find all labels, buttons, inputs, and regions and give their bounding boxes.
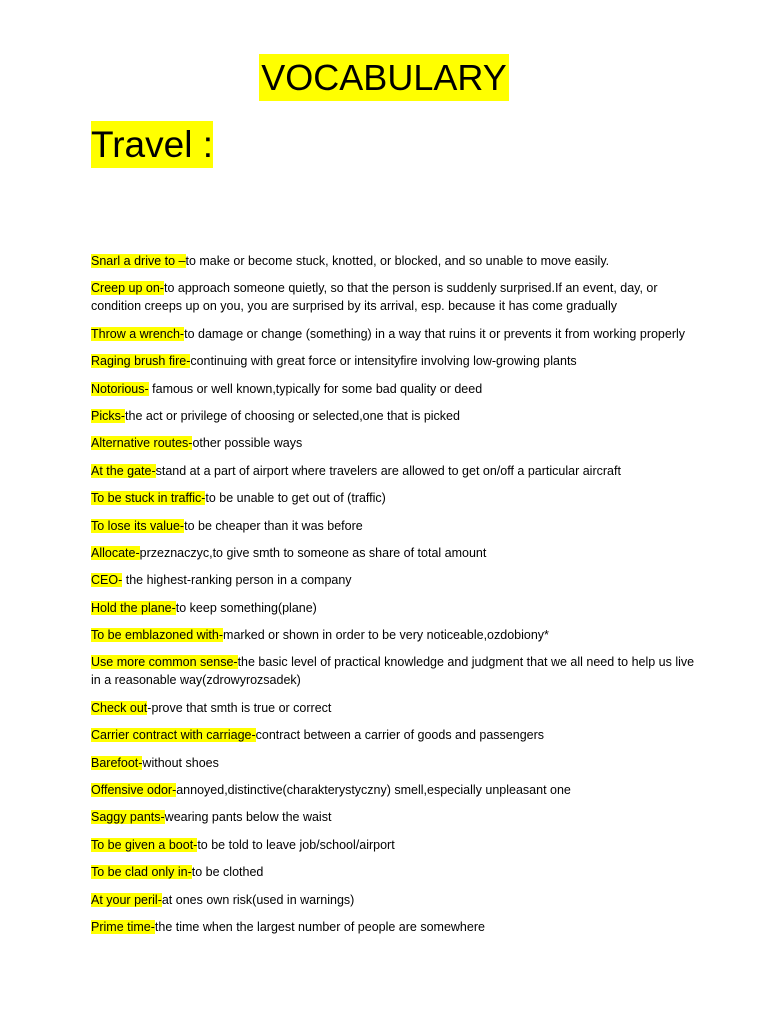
vocabulary-entry: [91, 517, 703, 535]
entry-definition: przeznaczyc,to give smth to someone as share of total amount: [139, 545, 487, 560]
entry-definition: to be unable to get out of (traffic): [205, 491, 386, 506]
vocabulary-entry: [91, 571, 703, 589]
entry-term: Barefoot-: [91, 755, 143, 770]
vocabulary-entry: [91, 754, 703, 772]
entry-definition: the time when the largest number of people are somewhere: [154, 919, 485, 934]
entry-definition: the basic level of practical knowledge and judgment that we all need to help us live in a reasonable way(zdrowyrozsadek): [91, 655, 695, 688]
entry-term: Carrier contract with carriage-: [91, 728, 256, 743]
entry-definition: wearing pants below the waist: [164, 810, 332, 825]
entry-term: Snarl a drive to –: [91, 254, 186, 268]
vocabulary-entry: [91, 279, 703, 315]
vocabulary-entry: [91, 489, 703, 507]
entry-definition: to make or become stuck, knotted, or blocked, and so unable to move easily.: [185, 254, 610, 268]
entry-term: To lose its value-: [91, 518, 185, 533]
vocabulary-entry: [91, 699, 703, 717]
entry-definition: to be clothed: [191, 865, 264, 880]
entry-definition: annoyed,distinctive(charakterystyczny) smell,especially unpleasant one: [176, 783, 571, 798]
vocabulary-entry: [91, 407, 703, 425]
entry-term: Prime time-: [91, 919, 155, 934]
entry-definition: contract between a carrier of goods and passengers: [255, 728, 545, 743]
entry-term: Notorious-: [91, 381, 149, 396]
entry-term: Alternative routes-: [91, 436, 193, 451]
vocabulary-entry: [91, 544, 703, 562]
entry-term: Allocate-: [91, 545, 140, 560]
vocabulary-entry: [91, 918, 703, 936]
vocabulary-list: [91, 252, 703, 945]
entry-definition: the highest-ranking person in a company: [122, 573, 352, 588]
entry-definition: to be told to leave job/school/airport: [197, 837, 395, 852]
entry-term: To be given a boot-: [91, 837, 198, 852]
entry-term: Creep up on-: [91, 281, 164, 296]
entry-term: To be emblazoned with-: [91, 628, 224, 643]
entry-term: Offensive odor-: [91, 783, 177, 798]
entry-term: Use more common sense-: [91, 655, 238, 670]
vocabulary-entry: [91, 434, 703, 452]
entry-term: Check out: [91, 700, 148, 715]
entry-definition: marked or shown in order to be very noticeable,ozdobiony*: [223, 628, 549, 643]
vocabulary-entry: [91, 626, 703, 644]
entry-term: Saggy pants-: [91, 810, 165, 825]
entry-definition: at ones own risk(used in warnings): [161, 892, 355, 907]
entry-term: To be stuck in traffic-: [91, 491, 206, 506]
vocabulary-entry: [91, 462, 703, 480]
vocabulary-entry: [91, 726, 703, 744]
vocabulary-entry: [91, 599, 703, 617]
section-heading: [91, 119, 213, 171]
entry-definition: the act or privilege of choosing or selected,one that is picked: [125, 408, 460, 423]
section-heading-text: Travel :: [91, 121, 213, 168]
vocabulary-entry: [91, 380, 703, 398]
entry-term: To be clad only in-: [91, 865, 192, 880]
page-title: [0, 52, 768, 104]
vocabulary-entry: [91, 352, 703, 370]
entry-term: Throw a wrench-: [91, 326, 185, 341]
vocabulary-entry: [91, 863, 703, 881]
vocabulary-entry: [91, 252, 703, 270]
entry-term: Hold the plane-: [91, 600, 176, 615]
vocabulary-entry: [91, 836, 703, 854]
vocabulary-entry: [91, 653, 703, 689]
entry-term: Raging brush fire-: [91, 354, 191, 369]
entry-term: Picks-: [91, 408, 126, 423]
vocabulary-entry: [91, 891, 703, 909]
entry-definition: without shoes: [142, 755, 219, 770]
entry-definition: to approach someone quietly, so that the person is suddenly surprised.If an event, day, or condition creeps up on you, you are surprised by its arrival, esp. because it has come gradually: [91, 281, 658, 314]
entry-term: At the gate-: [91, 463, 156, 478]
page-title-text: VOCABULARY: [259, 54, 508, 101]
vocabulary-entry: [91, 325, 703, 343]
entry-term: At your peril-: [91, 892, 162, 907]
entry-definition: to keep something(plane): [175, 600, 317, 615]
entry-definition: to damage or change (something) in a way that ruins it or prevents it from working properly: [184, 326, 686, 341]
vocabulary-entry: [91, 781, 703, 799]
vocabulary-entry: [91, 808, 703, 826]
entry-definition: other possible ways: [192, 436, 303, 451]
entry-definition: stand at a part of airport where travelers are allowed to get on/off a particular aircraft: [155, 463, 621, 478]
entry-term: CEO-: [91, 573, 123, 588]
entry-definition: famous or well known,typically for some bad quality or deed: [148, 381, 483, 396]
entry-definition: to be cheaper than it was before: [184, 518, 363, 533]
entry-definition: continuing with great force or intensityfire involving low-growing plants: [190, 354, 577, 369]
entry-definition: -prove that smth is true or correct: [147, 700, 332, 715]
